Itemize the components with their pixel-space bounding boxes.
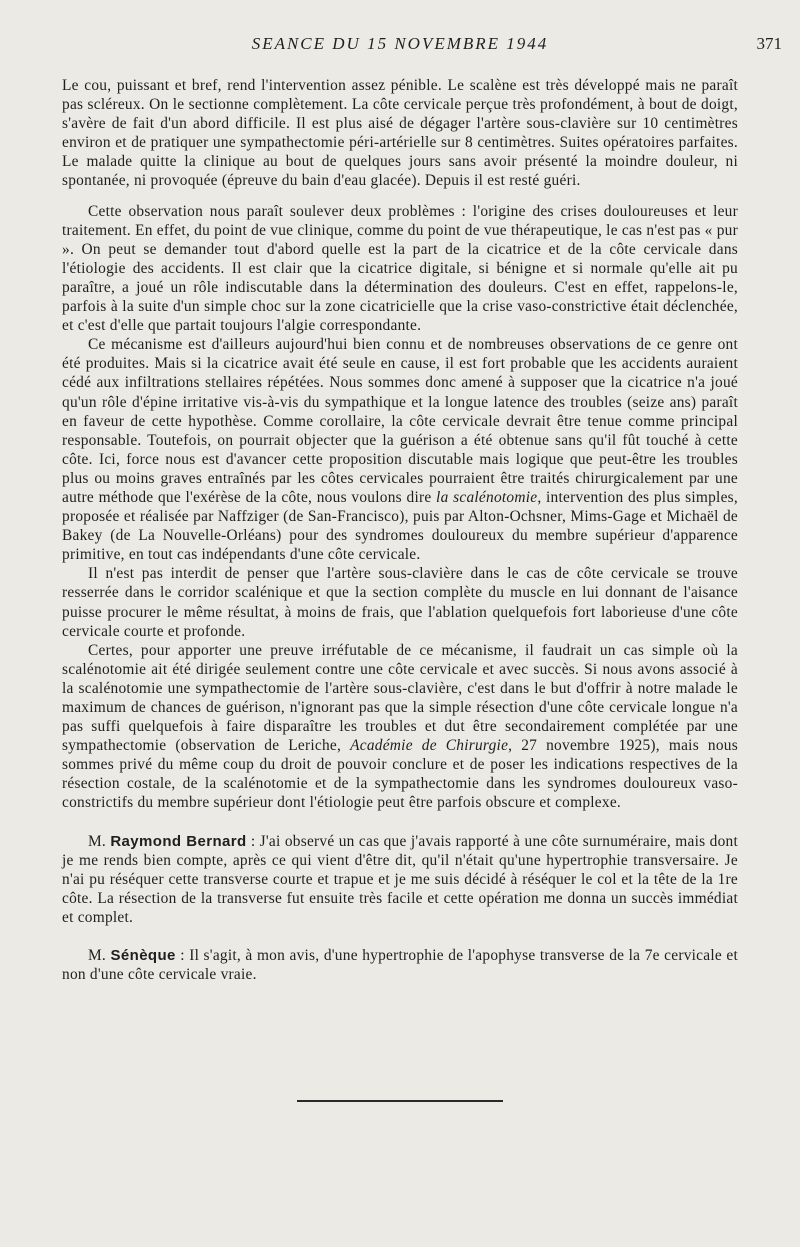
speech-prefix: M.: [88, 947, 111, 965]
speech-text: : Il s'agit, à mon avis, d'une hypertrophie de l'apophyse transverse de la 7e cervicale et non d'une côte cervicale vraie.: [62, 947, 738, 984]
paragraph-operation-report: Le cou, puissant et bref, rend l'intervention assez pénible. Le scalène est très développé mais ne paraît pas scléreux. On le sectionne complètement. La côte cervicale perçue très profondément, à bout de doigt, s'avère de fait d'un abord difficile. Il est plus aisé de dégager l'artère sous-clavière sur 10 centimètres environ et de pratiquer une sympathectomie péri-artérielle sur 8 centimètres. Suites opératoires parfaites. Le malade quitte la clinique au bout de quelques jours sans avoir présenté la moindre douleur, ni spontanée, ni provoquée (épreuve du bain d'eau glacée). Depuis il est resté guéri.: [62, 77, 738, 190]
article-body: [62, 76, 738, 984]
paragraph-mechanism: [62, 335, 738, 564]
page-header: [0, 34, 800, 64]
speech-prefix: M.: [88, 832, 111, 850]
page-number: 371: [756, 34, 782, 53]
paragraph-problems: Cette observation nous paraît soulever deux problèmes : l'origine des crises douloureuses et leur traitement. En effet, du point de vue clinique, comme du point de vue thérapeutique, le cas n'est pas « pur ». On peut se demander tout d'abord quelle est la part de la cicatrice et de la côte cervicale dans l'étiologie des accidents. Il est clair que la cicatrice digitale, si bénigne et si normale qu'elle ait pu paraître, a joué un rôle indiscutable dans la détermination des douleurs. C'est en effet, rappelons-le, parfois à la suite d'un simple choc sur la zone cicatricielle que la crise vaso-constrictive était déclenchée, et c'est d'elle que partait toujours l'algie correspondante.: [62, 202, 738, 335]
section-end-rule: [297, 1100, 503, 1102]
paragraph-mechanism-text-a: Ce mécanisme est d'ailleurs aujourd'hui bien connu et de nombreuses observations de ce genre ont été produites. Mais si la cicatrice avait été seule en cause, il est fort probable que les accidents auraient cédé aux infiltrations stellaires répétées. Nous sommes donc amené à supposer que la cicatrice n'a joué qu'un rôle d'épine irritative vis-à-vis du sympathique et la longue latence des troubles (seize ans) paraît en faveur de cette hypothèse. Comme corollaire, la côte cervicale devrait être tenue comme principal responsable. Toutefois, on pourrait objecter que la guérison a été obtenue sans qu'il fût touché à cette côte. Ici, force nous est d'avancer cette proposition discutable mais logique que peut-être les troubles plus ou moins graves entraînés par les côtes cervicales pourraient être traités chirurgicalement par une autre méthode que l'exérèse de la côte, nous voulons dire: [62, 336, 738, 506]
paragraph-proof-text-a: Certes, pour apporter une preuve irréfutable de ce mécanisme, il faudrait un cas simple où la scalénotomie ait été dirigée seulement contre une côte cervicale et avec succès. Si nous avons associé à la scalénotomie une sympathectomie de l'artère sous-clavière, c'est dans le but d'offrir à notre malade le maximum de chances de guérison, n'ignorant pas que la simple résection d'une côte cervicale longue n'a pas suffi quelquefois à faire disparaître les troubles et dut être secondairement complétée par une sympathectomie (observation de Leriche,: [62, 641, 738, 755]
speaker-name: Raymond Bernard: [110, 832, 247, 850]
speech-seneque: [62, 946, 738, 984]
paragraph-proof-text-b: , 27 novembre 1925), mais nous sommes privé du même coup du droit de pouvoir conclure et de poser les indications respectives de la résection costale, de la scalénotomie et de la sympathectomie dans les syndromes douloureux vaso-constrictifs du membre supérieur dont l'étiologie peut être parfois obscure et complexe.: [62, 737, 738, 812]
speech-text: : J'ai observé un cas que j'avais rapporté à une côte surnuméraire, mais dont je me rends bien compte, après ce qui vient d'être dit, qu'il n'était qu'une hypertrophie transversaire. Je n'ai pu réséquer cette transverse courte et trapue et je me suis décidé à réséquer le col et la tête de la 1re côte. La résection de la transverse fut ensuite très facile et cette opération me donna un succès immédiat et complet.: [62, 832, 738, 926]
running-title: SEANCE DU 15 NOVEMBRE 1944: [251, 34, 549, 53]
speaker-name: Sénèque: [110, 947, 176, 965]
scalenotomy-term: la scalénotomie: [436, 488, 538, 506]
journal-reference: Académie de Chirurgie: [350, 737, 509, 755]
speech-raymond-bernard: [62, 832, 738, 927]
paragraph-subclavian: Il n'est pas interdit de penser que l'artère sous-clavière dans le cas de côte cervicale se trouve resserrée dans le corridor scalénique et que la section complète du muscle en lui donnant de l'aisance puisse procurer le même résultat, à moins de frais, que l'ablation quelquefois fort laborieuse d'une côte cervicale courte et profonde.: [62, 565, 738, 640]
paragraph-proof: [62, 641, 738, 813]
paragraph-mechanism-text-b: , intervention des plus simples, proposée et réalisée par Naffziger (de San-Francisco), puis par Alton-Ochsner, Mims-Gage et Michaël de Bakey (de La Nouvelle-Orléans) pour des syndromes douloureux du membre supérieur d'apparence primitive, en tout cas indépendants d'une côte cervicale.: [62, 488, 738, 564]
